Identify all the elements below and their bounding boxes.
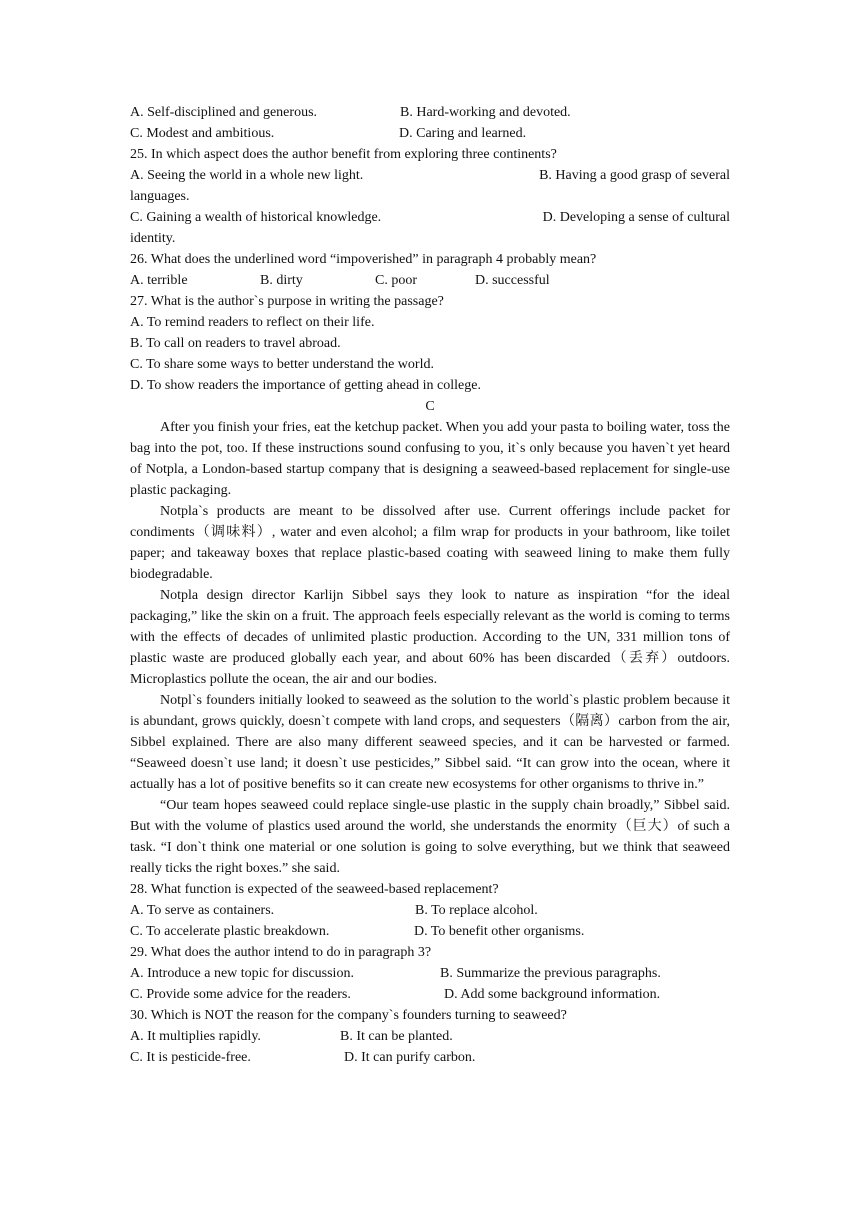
q28-options-row-2	[130, 921, 730, 942]
q27-option-c: C. To share some ways to better understand the world.	[130, 357, 434, 372]
q30-option-d: D. It can purify carbon.	[344, 1050, 476, 1065]
q25-option-b-continued: languages.	[130, 189, 190, 204]
q25-stem: 25. In which aspect does the author benefit from exploring three continents?	[130, 147, 557, 162]
q25-options-row-2	[130, 207, 730, 228]
q25-option-a: A. Seeing the world in a whole new light.	[130, 168, 364, 183]
q30-option-a: A. It multiplies rapidly.	[130, 1029, 261, 1044]
q30-options-row-2	[130, 1047, 730, 1068]
q30-option-b: B. It can be planted.	[340, 1029, 453, 1044]
passage-paragraph-5: “Our team hopes seaweed could replace single-use plastic in the supply chain broadly,” Sibbel said. But with the volume of plastics used around the world, she understands the enormity（巨大）of such a task. “I don`t think one material or one solution is going to solve everything, but we think that seaweed really ticks the right boxes.” she said.	[130, 798, 730, 876]
q24-options-row-1	[130, 102, 730, 123]
q24-option-a: A. Self-disciplined and generous.	[130, 105, 318, 120]
q29-stem: 29. What does the author intend to do in paragraph 3?	[130, 945, 432, 960]
passage-paragraph-1: After you finish your fries, eat the ketchup packet. When you add your pasta to boiling water, toss the bag into the pot, too. If these instructions sound confusing to you, it`s only because you haven`t yet heard of Notpla, a London-based startup company that is designing a seaweed-based replacement for single-use plastic packaging.	[130, 420, 730, 498]
q28-option-a: A. To serve as containers.	[130, 903, 275, 918]
q27-stem: 27. What is the author`s purpose in writing the passage?	[130, 294, 444, 309]
q29-option-d: D. Add some background information.	[444, 987, 661, 1002]
q25-options-row-1	[130, 165, 730, 186]
q28-option-b: B. To replace alcohol.	[415, 903, 538, 918]
q26-stem: 26. What does the underlined word “impoverished” in paragraph 4 probably mean?	[130, 252, 597, 267]
q25-option-d-continued: identity.	[130, 231, 176, 246]
q27-option-a: A. To remind readers to reflect on their life.	[130, 315, 375, 330]
q26-options-row	[130, 270, 730, 291]
q24-option-b: B. Hard-working and devoted.	[400, 105, 571, 120]
q30-options-row-1	[130, 1026, 730, 1047]
q26-option-d: D. successful	[475, 273, 550, 288]
q28-option-c: C. To accelerate plastic breakdown.	[130, 924, 330, 939]
q28-option-d: D. To benefit other organisms.	[414, 924, 585, 939]
q28-options-row-1	[130, 900, 730, 921]
q25-option-d: D. Developing a sense of cultural	[542, 210, 730, 225]
q30-option-c: C. It is pesticide-free.	[130, 1050, 251, 1065]
exam-page	[130, 102, 730, 1068]
q24-option-c: C. Modest and ambitious.	[130, 126, 275, 141]
q29-option-c: C. Provide some advice for the readers.	[130, 987, 351, 1002]
section-heading: C	[425, 399, 435, 414]
q24-option-d: D. Caring and learned.	[399, 126, 527, 141]
q29-options-row-1	[130, 963, 730, 984]
q25-option-b: B. Having a good grasp of several	[539, 168, 730, 183]
q29-option-a: A. Introduce a new topic for discussion.	[130, 966, 354, 981]
q29-option-b: B. Summarize the previous paragraphs.	[440, 966, 661, 981]
passage	[130, 417, 730, 879]
q29-options-row-2	[130, 984, 730, 1005]
q28-stem: 28. What function is expected of the seaweed-based replacement?	[130, 882, 499, 897]
passage-paragraph-4: Notpl`s founders initially looked to seaweed as the solution to the world`s plastic problem because it is abundant, grows quickly, doesn`t compete with land crops, and sequesters（隔离）carbon from the air, Sibbel explained. There are also many different seaweed species, and it can be harvested or farmed. “Seaweed doesn`t use land; it doesn`t use pesticides,” Sibbel said. “It can grow into the ocean, where it actually has a lot of positive benefits so it can create new ecosystems for other organisms to thrive in.”	[130, 693, 730, 792]
q26-option-b: B. dirty	[260, 273, 303, 288]
q30-stem: 30. Which is NOT the reason for the company`s founders turning to seaweed?	[130, 1008, 567, 1023]
q25-option-c: C. Gaining a wealth of historical knowledge.	[130, 210, 382, 225]
q26-option-c: C. poor	[375, 273, 417, 288]
passage-paragraph-2: Notpla`s products are meant to be dissolved after use. Current offerings include packet for condiments（调味料）, water and even alcohol; a film wrap for products in your bathroom, like toilet paper; and takeaway boxes that replace plastic-based coating with seaweed lining to make them fully biodegradable.	[130, 504, 730, 582]
q27-option-b: B. To call on readers to travel abroad.	[130, 336, 341, 351]
q24-options-row-2	[130, 123, 730, 144]
q26-option-a: A. terrible	[130, 273, 188, 288]
q27-option-d: D. To show readers the importance of getting ahead in college.	[130, 378, 481, 393]
passage-paragraph-3: Notpla design director Karlijn Sibbel says they look to nature as inspiration “for the ideal packaging,” like the skin on a fruit. The approach feels especially relevant as the world is coming to terms with the effects of decades of unlimited plastic production. According to the UN, 331 million tons of plastic waste are produced globally each year, and about 60% has been discarded（丢弃）outdoors. Microplastics pollute the ocean, the air and our bodies.	[130, 588, 730, 687]
